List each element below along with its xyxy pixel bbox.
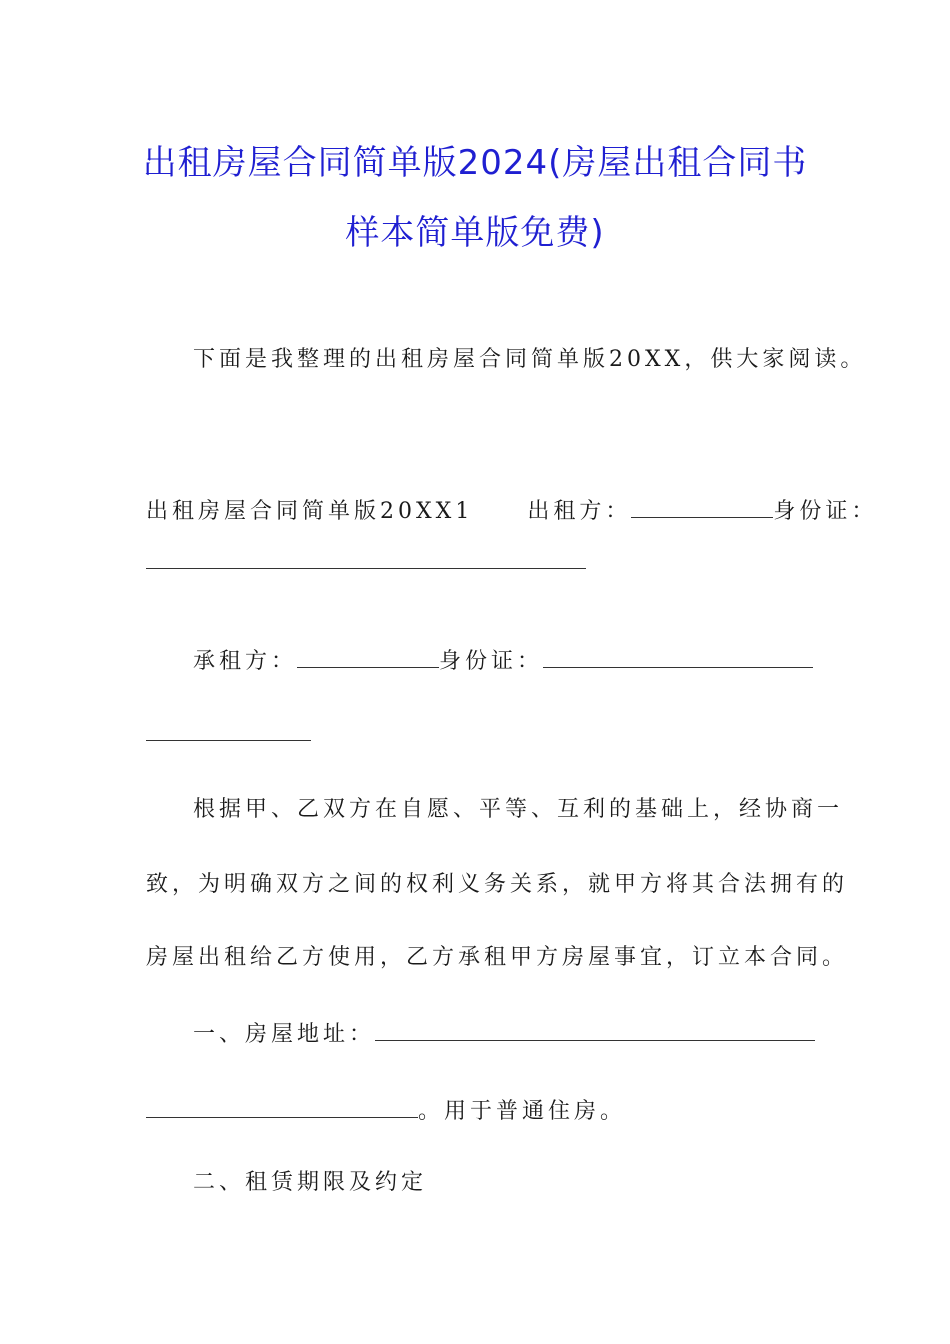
lessor-id-label: 身份证： xyxy=(773,499,878,524)
document-title-line-1: 出租房屋合同简单版2024(房屋出租合同书 xyxy=(142,143,808,183)
intro-paragraph: 下面是我整理的出租房屋合同简单版20XX，供大家阅读。 xyxy=(193,347,867,372)
address-blank xyxy=(375,1018,815,1041)
paragraph-line-2: 致，为明确双方之间的权利义务关系，就甲方将其合法拥有的 xyxy=(146,872,849,897)
lessee-id-blank xyxy=(543,645,813,668)
lessor-id-blank xyxy=(146,568,586,569)
lessee-label: 承租方： xyxy=(193,649,298,674)
section-heading: 出租房屋合同简单版20XX1 xyxy=(146,499,474,524)
paragraph-line-1: 根据甲、乙双方在自愿、平等、互利的基础上，经协商一 xyxy=(193,797,844,822)
paragraph-line-3: 房屋出租给乙方使用，乙方承租甲方房屋事宜，订立本合同。 xyxy=(146,945,849,970)
address-row xyxy=(193,1018,815,1050)
document-title-line-2: 样本简单版免费) xyxy=(345,213,605,253)
lessee-id-blank-continued xyxy=(146,740,311,741)
address-continued-row xyxy=(146,1095,626,1127)
lessor-label: 出租方： xyxy=(527,499,632,524)
address-blank-continued xyxy=(146,1095,418,1118)
lessee-row xyxy=(193,645,813,677)
lessee-id-label: 身份证： xyxy=(439,649,544,674)
lessee-blank xyxy=(297,645,439,668)
contract-heading-row xyxy=(146,495,877,527)
address-usage: 。用于普通住房。 xyxy=(418,1099,627,1124)
lessor-blank xyxy=(631,495,773,518)
lease-term-heading: 二、租赁期限及约定 xyxy=(193,1170,428,1195)
address-label: 一、房屋地址： xyxy=(193,1022,376,1047)
